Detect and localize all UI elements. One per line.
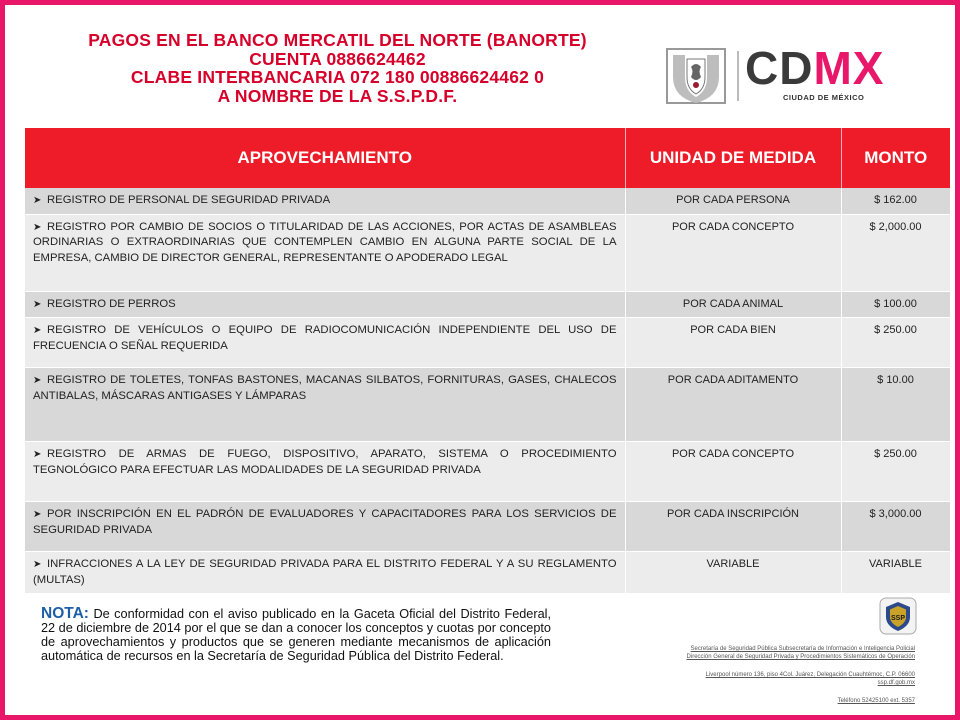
row-amount: $ 3,000.00 [841,502,950,552]
table-row [25,502,950,552]
cdmx-wordmark: CDMX [745,42,885,94]
row-unit: POR CADA ADITAMENTO [625,368,841,442]
row-description [25,442,625,502]
header-unit: UNIDAD DE MEDIDA [625,128,841,188]
cdmx-emblem-icon [665,47,727,105]
row-description [25,552,625,594]
description-text: REGISTRO POR CAMBIO DE SOCIOS O TITULARIDAD DE LAS ACCIONES, POR ACTAS DE ASAMBLEAS ORDINARIAS O EXTRAORDINARIAS QUE CONTEMPLEN CAMBIO EN ALGUNA PARTE SOCIAL DE LA EMPRESA, CAMBIO DE DIRECTOR GENERAL, REPRESENTANTE O APODERADO LEGAL [33,220,617,264]
table-row [25,552,950,594]
header-account-line: CUENTA 0886624462 [249,48,426,69]
row-amount: $ 250.00 [841,442,950,502]
row-unit: POR CADA CONCEPTO [625,214,841,291]
header-bank-line: PAGOS EN EL BANCO MERCATIL DEL NORTE (BANORTE) [88,30,587,50]
table-row [25,291,950,318]
row-amount: $ 250.00 [841,318,950,368]
row-description [25,291,625,318]
footer-direccion: Dirección General de Seguridad Privada y Procedimientos Sistemáticos de Operación [686,654,915,660]
header-concept: APROVECHAMIENTO [25,128,625,188]
note-block [41,607,551,663]
description-text: REGISTRO DE ARMAS DE FUEGO, DISPOSITIVO, APARATO, SISTEMA O PROCEDIMIENTO TEGNOLÓGICO PARA EFECTUAR LAS MODALIDADES DE LA SEGURIDAD PRIVADA [33,448,617,476]
svg-text:SSP: SSP [890,615,906,622]
table-row [25,318,950,368]
description-text: INFRACCIONES A LA LEY DE SEGURIDAD PRIVADA PARA EL DISTRITO FEDERAL Y A SU REGLAMENTO (MULTAS) [33,558,617,586]
cdmx-subtitle: CIUDAD DE MÉXICO [783,93,865,102]
footer-contact [585,645,915,705]
description-text: POR INSCRIPCIÓN EN EL PADRÓN DE EVALUADORES Y CAPACITADORES PARA LOS SERVICIOS DE SEGURIDAD PRIVADA [33,508,617,536]
row-amount: VARIABLE [841,552,950,594]
table-row [25,368,950,442]
row-unit: POR CADA BIEN [625,318,841,368]
bullet-arrow-icon: ➤ [33,325,42,336]
footer-website[interactable]: ssp.df.gob.mx [877,680,915,686]
row-unit: POR CADA INSCRIPCIÓN [625,502,841,552]
fees-table [25,128,951,594]
description-text: REGISTRO DE TOLETES, TONFAS BASTONES, MACANAS SILBATOS, FORNITURAS, GASES, CHALECOS ANTIBALAS, MÁSCARAS ANTIGASES Y LÁMPARAS [33,374,617,402]
table-row [25,442,950,502]
bullet-arrow-icon: ➤ [33,221,42,233]
bullet-arrow-icon: ➤ [33,449,42,460]
description-text: REGISTRO DE VEHÍCULOS O EQUIPO DE RADIOCOMUNICACIÓN INDEPENDIENTE DEL USO DE FRECUENCIA O SEÑAL REQUERIDA [33,324,617,352]
bullet-arrow-icon: ➤ [33,195,42,206]
row-unit: POR CADA CONCEPTO [625,442,841,502]
row-amount: $ 100.00 [841,291,950,318]
description-text: REGISTRO DE PERROS [47,297,176,310]
footer-secretaria: Secretaría de Seguridad Pública Subsecretaría de Información e Inteligencia Policial [690,646,915,652]
ssp-badge-icon [879,597,917,635]
description-text: REGISTRO DE PERSONAL DE SEGURIDAD PRIVADA [47,194,331,206]
logo-divider [737,51,739,101]
bullet-arrow-icon: ➤ [33,509,42,520]
row-unit: VARIABLE [625,552,841,594]
bullet-arrow-icon: ➤ [33,559,42,570]
row-description [25,502,625,552]
header-beneficiary-line: A NOMBRE DE LA S.S.P.D.F. [217,85,458,106]
bullet-arrow-icon: ➤ [33,298,42,310]
row-description [25,318,625,368]
row-unit: POR CADA ANIMAL [625,291,841,318]
row-description [25,188,625,214]
header-amount: MONTO [841,128,950,188]
table-row [25,188,950,214]
note-text: De conformidad con el aviso publicado en la Gaceta Oficial del Distrito Federal, 22 de diciembre de 2014 por el que se dan a conocer los conceptos y cuotas por concepto de aprovechamientos y productos que se generen mediante mecanismos de aplicación automática de recursos en la Secretaría de Seguridad Pública del Distrito Federal. [41,607,551,663]
footer-address: Liverpool número 136, piso 4Col. Juárez, Delegación Cuauhtémoc, C.P. 06600 [705,672,915,678]
row-amount: $ 2,000.00 [841,214,950,291]
cdmx-logo [665,42,915,107]
row-description [25,214,625,291]
payment-header [25,31,650,105]
table-row [25,214,950,291]
row-amount: $ 10.00 [841,368,950,442]
row-amount: $ 162.00 [841,188,950,214]
note-label: NOTA: [41,605,89,622]
bullet-arrow-icon: ➤ [33,375,42,386]
table-header-row [25,128,950,188]
row-description [25,368,625,442]
row-unit: POR CADA PERSONA [625,188,841,214]
header-clabe-line: CLABE INTERBANCARIA 072 180 00886624462 0 [130,67,545,87]
footer-phone: Teléfono 52425100 ext. 5357 [837,698,915,704]
